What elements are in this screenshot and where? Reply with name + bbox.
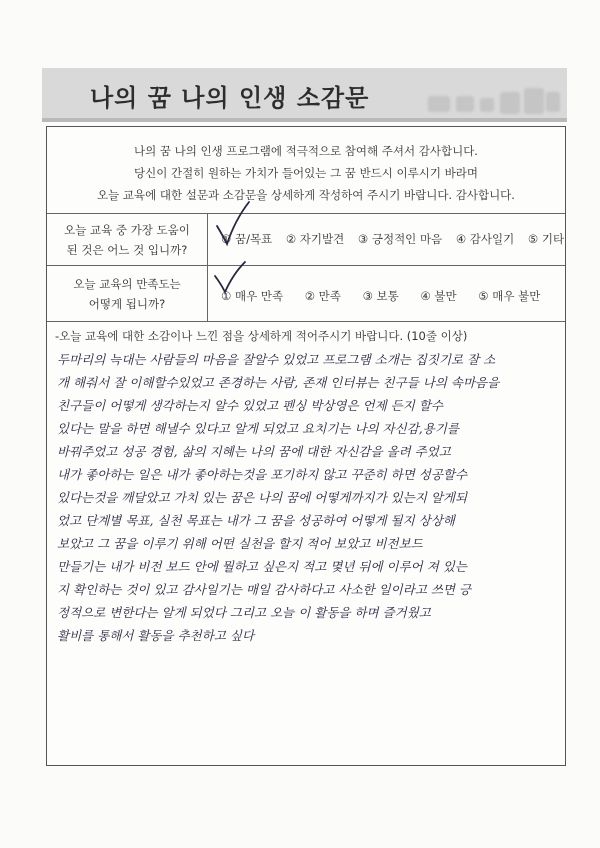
q1-option-3[interactable]: ③ 긍정적인 마음 xyxy=(357,232,443,246)
q1-option-1[interactable]: ① 꿈/목표 xyxy=(221,232,273,246)
divider xyxy=(207,266,208,322)
answer-line: 개 해줘서 잘 이해할수있었고 존경하는 사람, 존재 인터뷰는 친구들 나의 속마음을 xyxy=(57,375,500,390)
answer-line: 있다는것을 깨달았고 가치 있는 꿈은 나의 꿈에 어떻게까지가 있는지 알게되 xyxy=(57,490,468,505)
answer-line: 만들기는 내가 비전 보드 안에 뭘하고 싶은지 적고 몇년 뒤에 이루어 져 있는 xyxy=(57,559,467,574)
intro-line-3: 오늘 교육에 대한 설문과 소감문을 상세하게 작성하여 주시기 바랍니다. 감사합니다. xyxy=(97,188,515,202)
checkmark-icon xyxy=(211,262,251,296)
q1-option-2[interactable]: ② 자기발견 xyxy=(285,232,345,246)
header-stripe xyxy=(42,118,567,122)
q2-option-4[interactable]: ④ 불만 xyxy=(420,289,457,303)
question-2-row xyxy=(47,265,565,322)
question-1-text: 오늘 교육 중 가장 도움이 된 것은 어느 것 입니까? xyxy=(64,223,190,257)
q2-option-3[interactable]: ③ 보통 xyxy=(362,289,399,303)
feedback-prompt: -오늘 교육에 대한 소감이나 느낀 점을 상세하게 적어주시기 바랍니다. (10줄 이상) xyxy=(55,329,468,343)
answer-line: 내가 좋아하는 일은 내가 좋아하는것을 포기하지 않고 꾸준히 하면 성공할수 xyxy=(57,467,468,482)
answer-line: 있다는 말을 하면 해낼수 있다고 알게 되었고 요치기는 나의 자신감,용기를 xyxy=(57,421,459,436)
intro-line-2: 당신이 간절히 원하는 가치가 들어있는 그 꿈 반드시 이루시기 바라며 xyxy=(134,166,478,180)
q2-option-1[interactable]: ① 매우 만족 xyxy=(221,289,284,303)
answer-line: 정적으로 변한다는 알게 되었다 그리고 오늘 이 활동을 하며 즐거웠고 xyxy=(57,605,431,620)
answer-line: 보았고 그 꿈을 이루기 위해 어떤 실천을 할지 적어 보았고 비전보드 xyxy=(57,536,423,551)
divider xyxy=(207,214,208,266)
question-1-options xyxy=(221,231,574,247)
intro-line-1: 나의 꿈 나의 인생 프로그램에 적극적으로 참여해 주셔서 감사합니다. xyxy=(134,144,478,158)
checkmark-icon xyxy=(213,200,253,248)
q1-option-4[interactable]: ④ 감사일기 xyxy=(455,232,515,246)
q1-option-5[interactable]: ⑤ 기타 xyxy=(527,232,565,246)
feedback-section xyxy=(47,321,565,766)
q2-option-5[interactable]: ⑤ 매우 불만 xyxy=(478,289,541,303)
answer-line: 바꿔주었고 성공 경험, 삶의 지혜는 나의 꿈에 대한 자신감을 올려 주었고 xyxy=(57,444,451,459)
question-1-row xyxy=(47,213,565,266)
answer-line: 었고 단계별 목표, 실천 목표는 내가 그 꿈을 성공하여 어떻게 될지 상상해 xyxy=(57,513,455,528)
survey-form xyxy=(46,126,566,766)
question-2-options xyxy=(221,288,558,304)
question-2-text: 오늘 교육의 만족도는 어떻게 됩니까? xyxy=(73,277,181,311)
answer-line: 활비를 통해서 활동을 추천하고 싶다 xyxy=(57,628,255,643)
page-title: 나의 꿈 나의 인생 소감문 xyxy=(90,84,370,112)
answer-line: 두마리의 늑대는 사람들의 마음을 잘알수 있었고 프로그램 소개는 집짓기로 잘 소 xyxy=(57,352,496,367)
answer-line: 친구들이 어떻게 생각하는지 알수 있었고 펜싱 박상영은 언제 든지 할수 xyxy=(57,398,443,413)
answer-line: 지 확인하는 것이 있고 감사일기는 매일 감사하다고 사소한 일이라고 쓰면 긍 xyxy=(57,582,472,597)
q2-option-2[interactable]: ② 만족 xyxy=(304,289,341,303)
